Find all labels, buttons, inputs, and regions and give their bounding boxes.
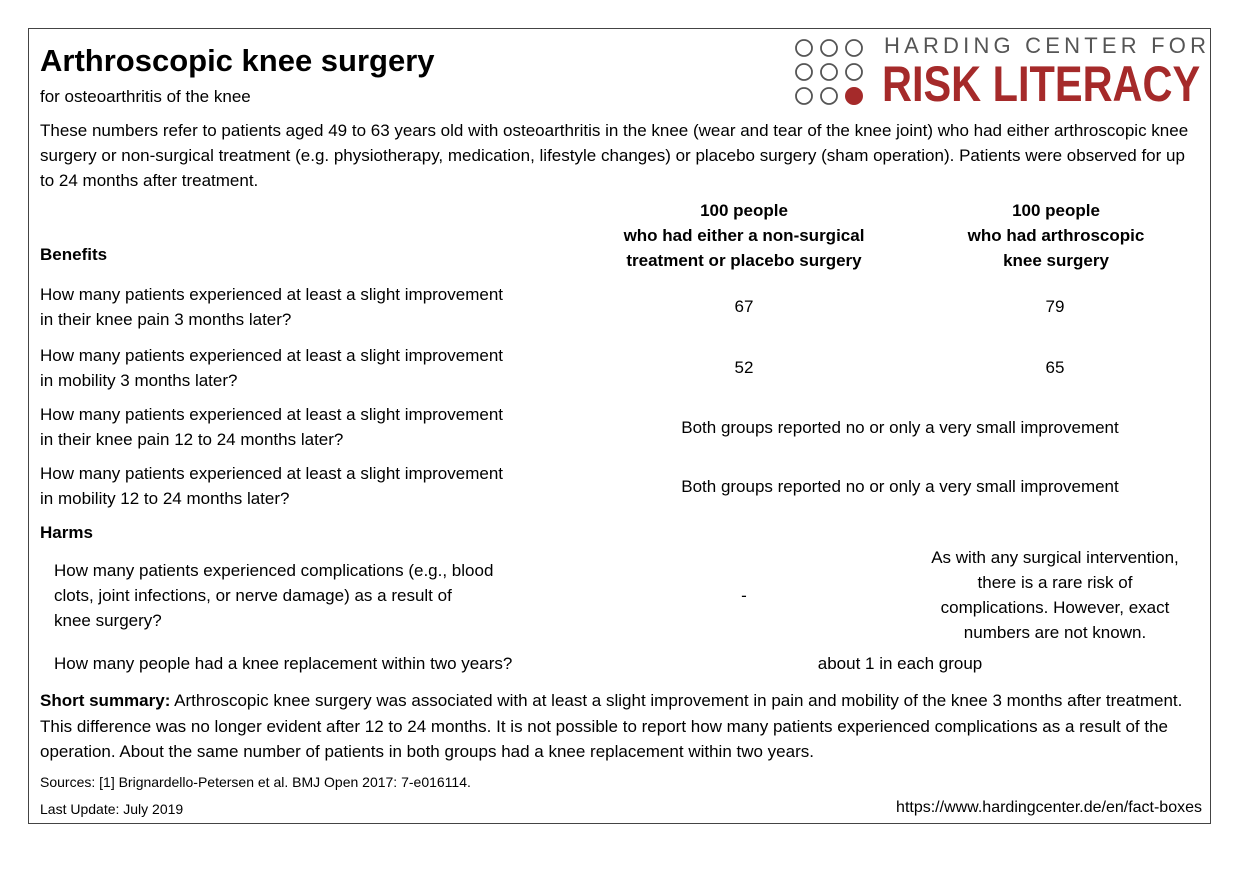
value-both-mobility-12-24-months: Both groups reported no or only a very small improvement (681, 477, 1119, 496)
fact-boxes-link[interactable]: https://www.hardingcenter.de/en/fact-boxes (896, 799, 1202, 816)
question-line: How many patients experienced at least a slight improvement (40, 405, 504, 424)
question-mobility-3-months (40, 343, 600, 393)
value-both-knee-replacement: about 1 in each group (817, 654, 983, 673)
column-header-line: knee surgery (1003, 251, 1109, 270)
question-line: How many patients experienced at least a slight improvement (40, 464, 504, 483)
answer-line: numbers are not known. (963, 623, 1147, 642)
logo-line2: RISK LITERACY (882, 56, 1201, 112)
answer-line: there is a rare risk of (977, 573, 1133, 592)
question-pain-12-24-months (40, 402, 600, 452)
question-line: How many patients experienced at least a slight improvement (40, 346, 504, 365)
column-header-line: 100 people (1012, 201, 1100, 220)
summary-text: Arthroscopic knee surgery was associated with at least a slight improvement in pain and mobility of the knee 3 months after treatment. This difference was no longer evident after 12 to 24 months. It is not possible to report how many patients experienced complications as a result of the operation. About the same number of patients in both groups had a knee replacement within two years. (40, 691, 1183, 761)
benefits-section-label: Benefits (40, 245, 108, 264)
value-control-pain-3-months: 67 (734, 297, 754, 316)
answer-line: As with any surgical intervention, (931, 548, 1179, 567)
question-knee-replacement: How many people had a knee replacement within two years? (54, 654, 513, 673)
page-title: Arthroscopic knee surgery (40, 43, 435, 78)
column-header-line: treatment or placebo surgery (626, 251, 862, 270)
question-complications (54, 558, 574, 633)
value-surgery-mobility-3-months: 65 (1045, 358, 1065, 377)
harms-section-label: Harms (40, 523, 93, 542)
answer-line: complications. However, exact (940, 598, 1170, 617)
column-header-line: who had either a non-surgical (623, 226, 865, 245)
question-line: How many patients experienced at least a slight improvement (40, 285, 504, 304)
column-header-line: who had arthroscopic (967, 226, 1145, 245)
intro-text: These numbers refer to patients aged 49 to 63 years old with osteoarthritis in the knee (wear and tear of the knee joint) who had either arthroscopic knee surgery or non-surgical treatment (e.g. physiotherapy, medication, lifestyle changes) or placebo surgery (sham operation). Patients were observed for up to 24 months after treatment. (40, 121, 1189, 190)
value-both-pain-12-24-months: Both groups reported no or only a very small improvement (681, 418, 1119, 437)
question-line: clots, joint infections, or nerve damage) as a result of (54, 586, 452, 605)
short-summary (40, 688, 1202, 765)
column-header-line: 100 people (700, 201, 788, 220)
page-subtitle: for osteoarthritis of the knee (40, 87, 251, 106)
column-header-control (594, 198, 894, 273)
summary-label: Short summary: (40, 691, 171, 710)
logo-line1: HARDING CENTER FOR (884, 33, 1211, 58)
question-line: How many patients experienced complications (e.g., blood (54, 561, 494, 580)
question-line: in mobility 3 months later? (40, 371, 238, 390)
question-pain-3-months (40, 282, 600, 332)
question-line: in their knee pain 3 months later? (40, 310, 292, 329)
last-update-text: Last Update: July 2019 (40, 801, 184, 817)
question-mobility-12-24-months (40, 461, 600, 511)
question-line: in mobility 12 to 24 months later? (40, 489, 290, 508)
harding-center-logo (792, 33, 1211, 112)
question-line: knee surgery? (54, 611, 162, 630)
value-control-complications: - (741, 586, 747, 605)
column-header-surgery (920, 198, 1192, 273)
value-surgery-pain-3-months: 79 (1045, 297, 1065, 316)
question-line: in their knee pain 12 to 24 months later? (40, 430, 344, 449)
sources-text: Sources: [1] Brignardello-Petersen et al. BMJ Open 2017: 7-e016114. (40, 774, 471, 790)
value-control-mobility-3-months: 52 (734, 358, 754, 377)
value-surgery-complications (905, 545, 1205, 645)
